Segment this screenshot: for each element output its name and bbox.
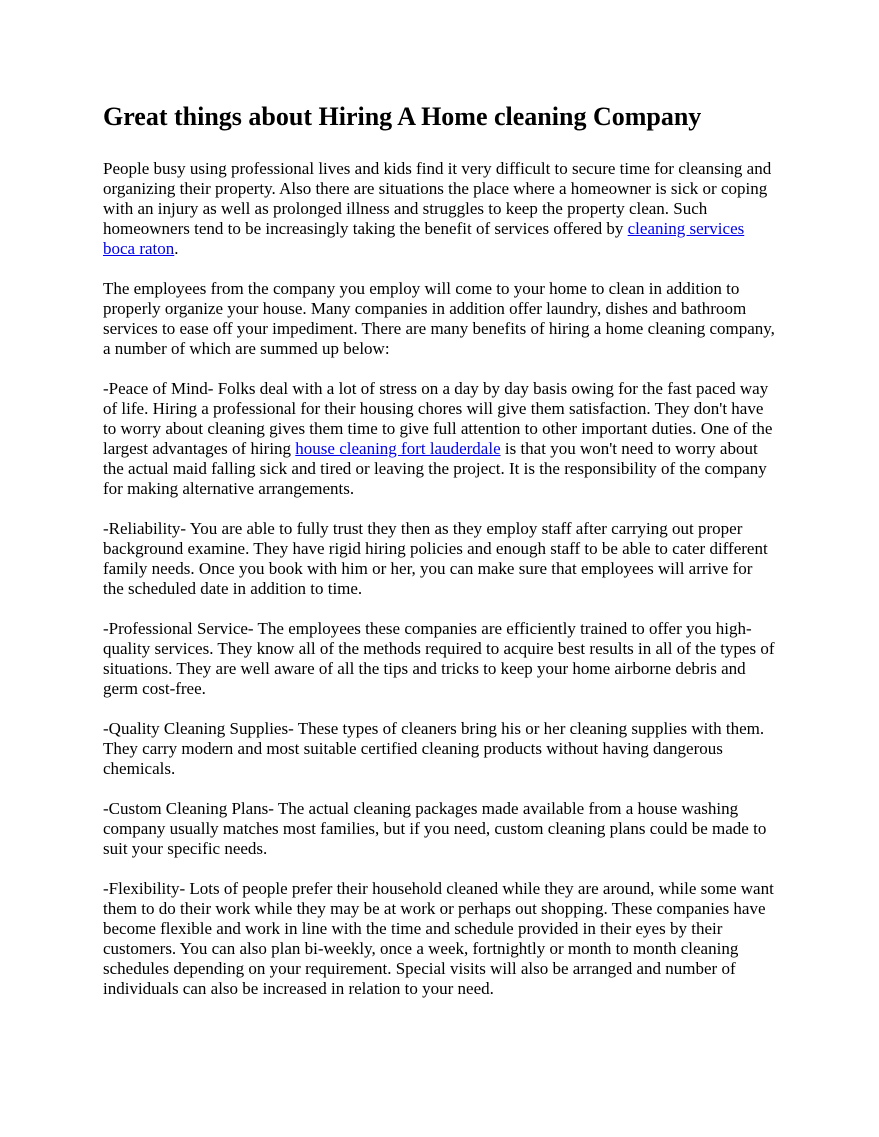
paragraph-text: .: [174, 238, 179, 258]
page-title: Great things about Hiring A Home cleaning Company: [103, 102, 702, 131]
paragraph: [103, 279, 777, 359]
paragraph-text: -Quality Cleaning Supplies- These types of cleaners bring his or her cleaning supplies with them. They carry modern and most suitable certified cleaning products without having dangerous chemicals.: [103, 718, 765, 778]
inline-link[interactable]: house cleaning fort lauderdale: [295, 438, 501, 458]
paragraph-text: The employees from the company you employ will come to your home to clean in addition to properly organize your house. Many companies in addition offer laundry, dishes and bathroom services to ease off your impediment. There are many benefits of hiring a home cleaning company, a number of which are summed up below:: [103, 278, 775, 358]
paragraph-text: -Flexibility- Lots of people prefer their household cleaned while they are around, while some want them to do their work while they may be at work or perhaps out shopping. These companies have become flexible and work in line with the time and schedule provided in their eyes by their customers. You can also plan bi-weekly, once a week, fortnightly or month to month cleaning schedules depending on your requirement. Special visits will also be arranged and number of individuals can also be increased in relation to your need.: [103, 878, 774, 998]
paragraph-text: -Professional Service- The employees these companies are efficiently trained to offer you high-quality services. They know all of the methods required to acquire best results in all of the types of situations. They are well aware of all the tips and tricks to keep your home airborne debris and germ cost-free.: [103, 618, 775, 698]
paragraph-text: -Reliability- You are able to fully trust they then as they employ staff after carrying out proper background examine. They have rigid hiring policies and enough staff to be able to cater different family needs. Once you book with him or her, you can make sure that employees will arrive for the scheduled date in addition to time.: [103, 518, 768, 598]
paragraph: [103, 799, 777, 859]
inline-link[interactable]: cleaning services boca raton: [103, 218, 745, 258]
paragraph-text: is that you won't need to worry about the actual maid falling sick and tired or leaving the project. It is the responsibility of the company for making alternative arrangements.: [103, 438, 767, 498]
document-content: [103, 103, 777, 1019]
paragraph-text: -Peace of Mind- Folks deal with a lot of stress on a day by day basis owing for the fast paced way of life. Hiring a professional for their housing chores will give them satisfaction. They don't have to worry about cleaning gives them time to give full attention to other important duties. One of the largest advantages of hiring: [103, 378, 773, 458]
paragraph: [103, 619, 777, 699]
paragraph: [103, 879, 777, 999]
paragraph: [103, 519, 777, 599]
paragraphs-container: [103, 159, 777, 999]
paragraph-text: -Custom Cleaning Plans- The actual cleaning packages made available from a house washing company usually matches most families, but if you need, custom cleaning plans could be made to suit your specific needs.: [103, 798, 767, 858]
paragraph: [103, 379, 777, 499]
paragraph: [103, 719, 777, 779]
paragraph-text: People busy using professional lives and kids find it very difficult to secure time for cleansing and organizing their property. Also there are situations the place where a homeowner is sick or coping with an injury as well as prolonged illness and struggles to keep the property clean. Such homeowners tend to be increasingly taking the benefit of services offered by: [103, 158, 772, 238]
paragraph: [103, 159, 777, 259]
